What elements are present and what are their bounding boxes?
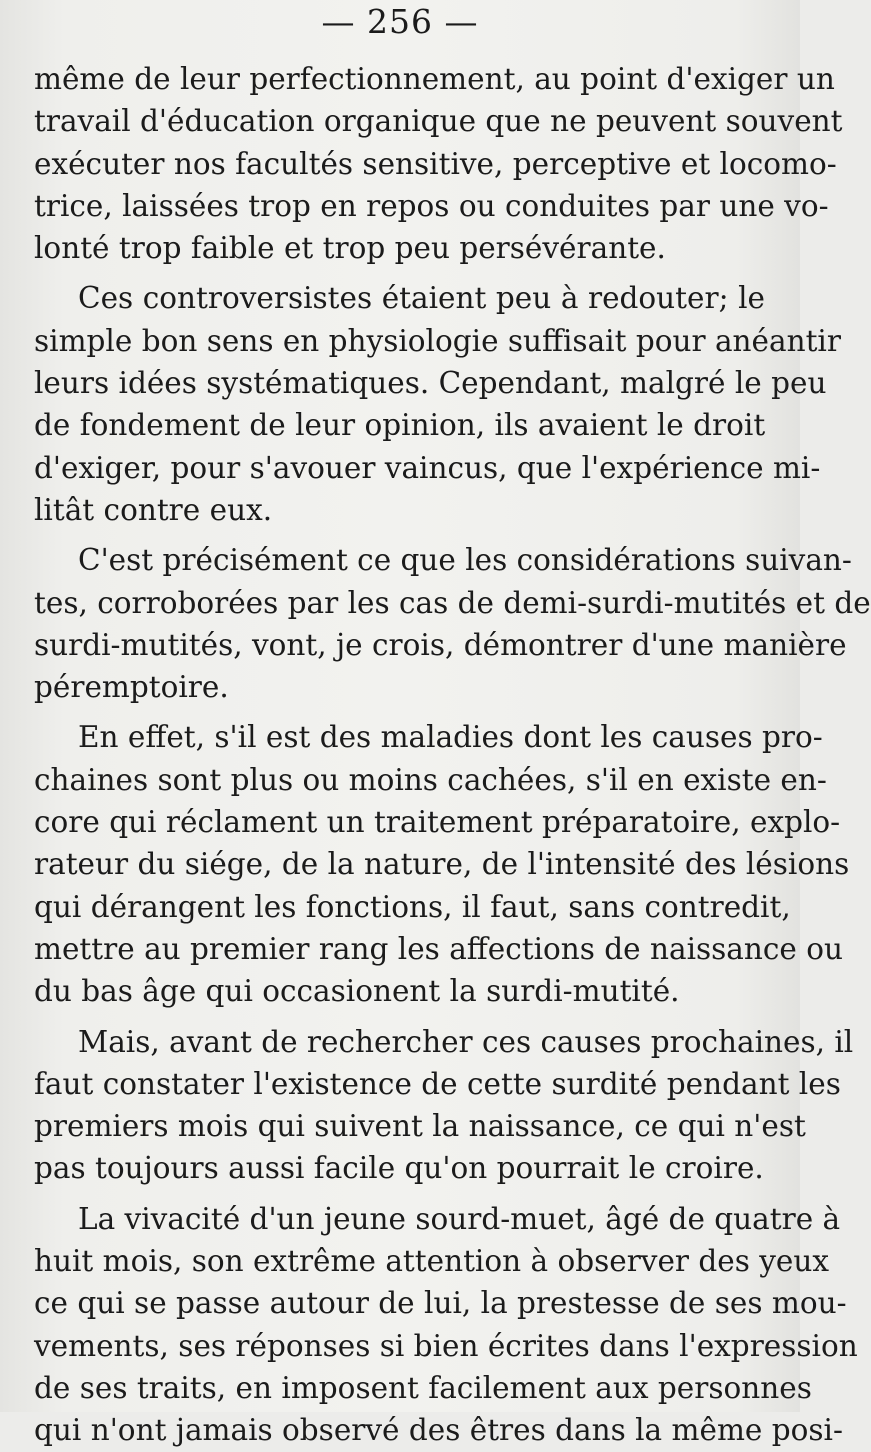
text-line: de ses traits, en imposent facilement aux personnes	[34, 1370, 812, 1405]
text-line: premiers mois qui suivent la naissance, ce qui n'est	[34, 1109, 806, 1144]
text-line: litât contre eux.	[34, 492, 273, 527]
text-line: surdi-mutités, vont, je crois, démontrer d'une manière	[34, 627, 847, 662]
paragraph-2	[34, 277, 841, 531]
text-line: ce qui se passe autour de lui, la prestesse de ses mou-	[34, 1286, 847, 1321]
paragraph-3	[34, 539, 871, 708]
text-line: de fondement de leur opinion, ils avaient le droit	[34, 408, 766, 443]
text-line: huit mois, son extrême attention à observer des yeux	[34, 1244, 830, 1279]
text-line: Ces controversistes étaient peu à redouter; le	[78, 281, 765, 316]
text-line: La vivacité d'un jeune sourd-muet, âgé de quatre à	[78, 1201, 841, 1236]
paragraph-1	[34, 58, 843, 269]
text-line: d'exiger, pour s'avouer vaincus, que l'expérience mi-	[34, 450, 821, 485]
text-line: travail d'éducation organique que ne peuvent souvent	[34, 104, 843, 139]
text-line: C'est précisément ce que les considérations suivan-	[78, 543, 852, 578]
text-line: pas toujours aussi facile qu'on pourrait le croire.	[34, 1151, 764, 1186]
text-line: vements, ses réponses si bien écrites dans l'expression	[34, 1328, 858, 1363]
text-line: mettre au premier rang les affections de naissance ou	[34, 931, 844, 966]
text-line: trice, laissées trop en repos ou conduites par une vo-	[34, 188, 829, 223]
text-line: faut constater l'existence de cette surdité pendant les	[34, 1066, 841, 1101]
page-number: — 256 —	[321, 2, 479, 41]
text-line: même de leur perfectionnement, au point d'exiger un	[34, 62, 835, 96]
text-line: rateur du siége, de la nature, de l'intensité des lésions	[34, 847, 850, 882]
paragraph-4	[34, 716, 850, 1012]
text-line: du bas âge qui occasionent la surdi-mutité.	[34, 974, 680, 1009]
text-line: simple bon sens en physiologie suffisait pour anéantir	[34, 323, 841, 358]
text-line: En effet, s'il est des maladies dont les causes pro-	[78, 720, 823, 755]
text-line: Mais, avant de rechercher ces causes prochaines, il	[78, 1024, 854, 1059]
text-line: exécuter nos facultés sensitive, perceptive et locomo-	[34, 146, 837, 181]
text-line: core qui réclament un traitement préparatoire, explo-	[34, 805, 841, 840]
text-line: qui dérangent les fonctions, il faut, sans contredit,	[34, 889, 791, 924]
text-line: tes, corroborées par les cas de demi-surdi-mutités et de	[34, 585, 871, 620]
text-line: péremptoire.	[34, 670, 229, 705]
paragraph-5	[34, 1021, 854, 1190]
text-line: lonté trop faible et trop peu persévérante.	[34, 231, 666, 266]
body-text	[34, 58, 871, 1452]
text-line: leurs idées systématiques. Cependant, malgré le peu	[34, 366, 827, 401]
paragraph-6	[34, 1198, 858, 1452]
text-line: qui n'ont jamais observé des êtres dans la même posi-	[34, 1413, 843, 1448]
text-line: chaines sont plus ou moins cachées, s'il en existe en-	[34, 762, 827, 797]
